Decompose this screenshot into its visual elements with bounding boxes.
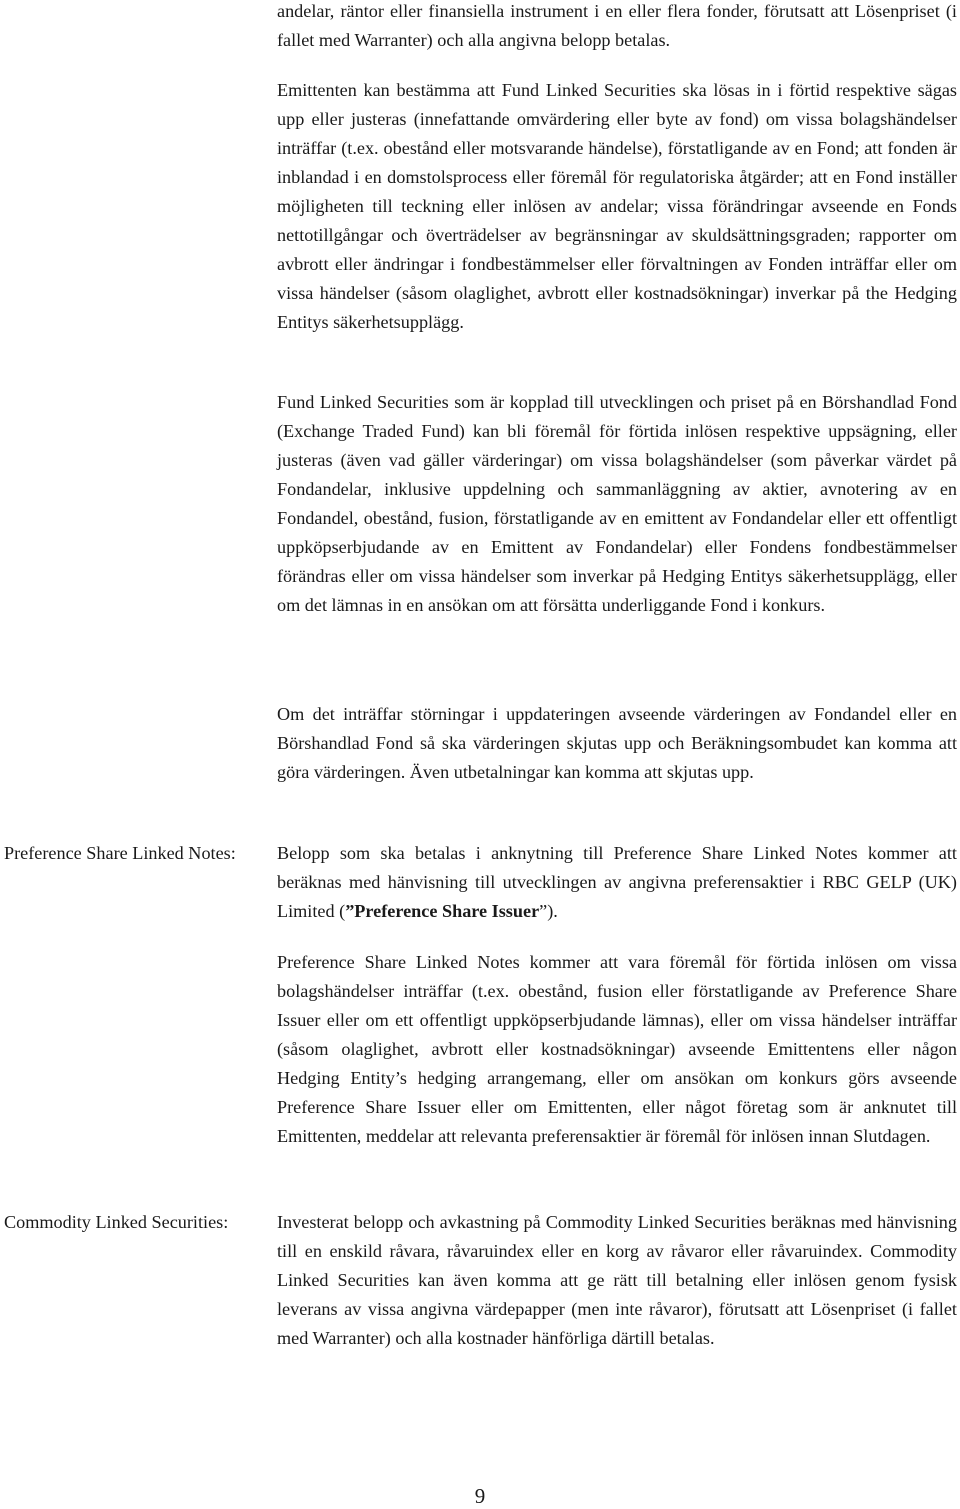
preference-share-text-end: ”). bbox=[539, 901, 558, 921]
paragraph-top-continuation: andelar, räntor eller finansiella instrument i en eller flera fonder, förutsatt att Lösenpriset (i fallet med Warranter) och alla angivna belopp betalas. bbox=[277, 1, 957, 50]
paragraph-fund-linked-etf: Fund Linked Securities som är kopplad till utvecklingen och priset på en Börshandlad Fond (Exchange Traded Fund) kan bli föremål för förtida inlösen respektive uppsägning, eller justeras (även vad gäller värderingar) om vissa bolagshändelser (som påverkar värdet på Fondandelar, inklusive uppdelning och sammanläggning av aktier, avnotering av en Fondandel, obestånd, fusion, förstatligande av en emittent av Fondandelar eller ett offentligt uppköpserbjudande av en Emittent av Fondandelar) eller Fondens fondbestämmelser förändras eller om vissa händelser som inverkar på Hedging Entitys säkerhetsupplägg, eller om det lämnas in en ansökan om att försätta underliggande Fond i konkurs. bbox=[277, 392, 957, 615]
paragraph-fund-linked-early-redemption: Emittenten kan bestämma att Fund Linked Securities ska lösas in i förtid respektive sägas upp eller justeras (innefattande omvärdering eller byte av fond) om vissa bolagshändelser inträffar (t.ex. obestånd eller motsvarande händelse), förstatligande av en Fond; att fonden är inblandad i en domstolsprocess eller föremål för regulatoriska åtgärder; att en Fond inställer möjligheten till teckning eller inlösen av andelar; vissa förändringar avseende en Fonds nettotillgångar och överträdelser av begränsningar av skuldsättningsgraden; rapporter om avbrott eller ändringar i fondbestämmelser eller förvaltningen av Fonden inträffar eller om vissa händelser (såsom olaglighet, avbrott eller kostnadsökningar) inverkar på the Hedging Entitys säkerhetsupplägg. bbox=[277, 80, 957, 332]
section-label-preference-share: Preference Share Linked Notes: bbox=[4, 843, 236, 863]
section-label-commodity: Commodity Linked Securities: bbox=[4, 1212, 229, 1232]
paragraph-valuation-disruption: Om det inträffar störningar i uppdateringen avseende värderingen av Fondandel eller en Börshandlad Fond så ska värderingen skjutas upp och Beräkningsombudet kan komma att göra värderingen. Även utbetalningar kan komma att skjutas upp. bbox=[277, 704, 957, 782]
paragraph-preference-share-early-redemption: Preference Share Linked Notes kommer att vara föremål för förtida inlösen om vissa bolagshändelser inträffar (t.ex. obestånd, fusion eller förstatligande av Preference Share Issuer eller om ett offentligt uppköpserbjudande lämnas), eller om vissa händelser inträffar (såsom olaglighet, avbrott eller kostnadsökningar) avseende Emittentens eller någon Hedging Entity’s hedging arrangemang, eller om ansökan om konkurs görs avseende Preference Share Issuer eller om Emittenten, eller något företag som är anknutet till Emittenten, meddelar att relevanta preferensaktier är föremål för inlösen innan Slutdagen. bbox=[277, 952, 957, 1146]
page-number: 9 bbox=[474, 1484, 486, 1508]
paragraph-commodity-linked: Investerat belopp och avkastning på Commodity Linked Securities beräknas med hänvisning till en enskild råvara, råvaruindex eller en korg av råvaror eller råvaruindex. Commodity Linked Securities kan även komma att ge rätt till betalning eller inlösen genom fysisk leverans av vissa angivna värdepapper (men inte råvaror), förutsatt att Lösenpriset (i fallet med Warranter) och alla kostnader hänförliga därtill betalas. bbox=[277, 1212, 957, 1348]
preference-share-text-start: Belopp som ska betalas i anknytning till Preference Share Linked Notes kommer att beräknas med hänvisning till utvecklingen av angivna preferensaktier i RBC GELP (UK) Limited ( bbox=[277, 843, 957, 921]
preference-share-issuer-term: ”Preference Share Issuer bbox=[345, 901, 540, 921]
paragraph-preference-share-amounts bbox=[277, 839, 957, 926]
